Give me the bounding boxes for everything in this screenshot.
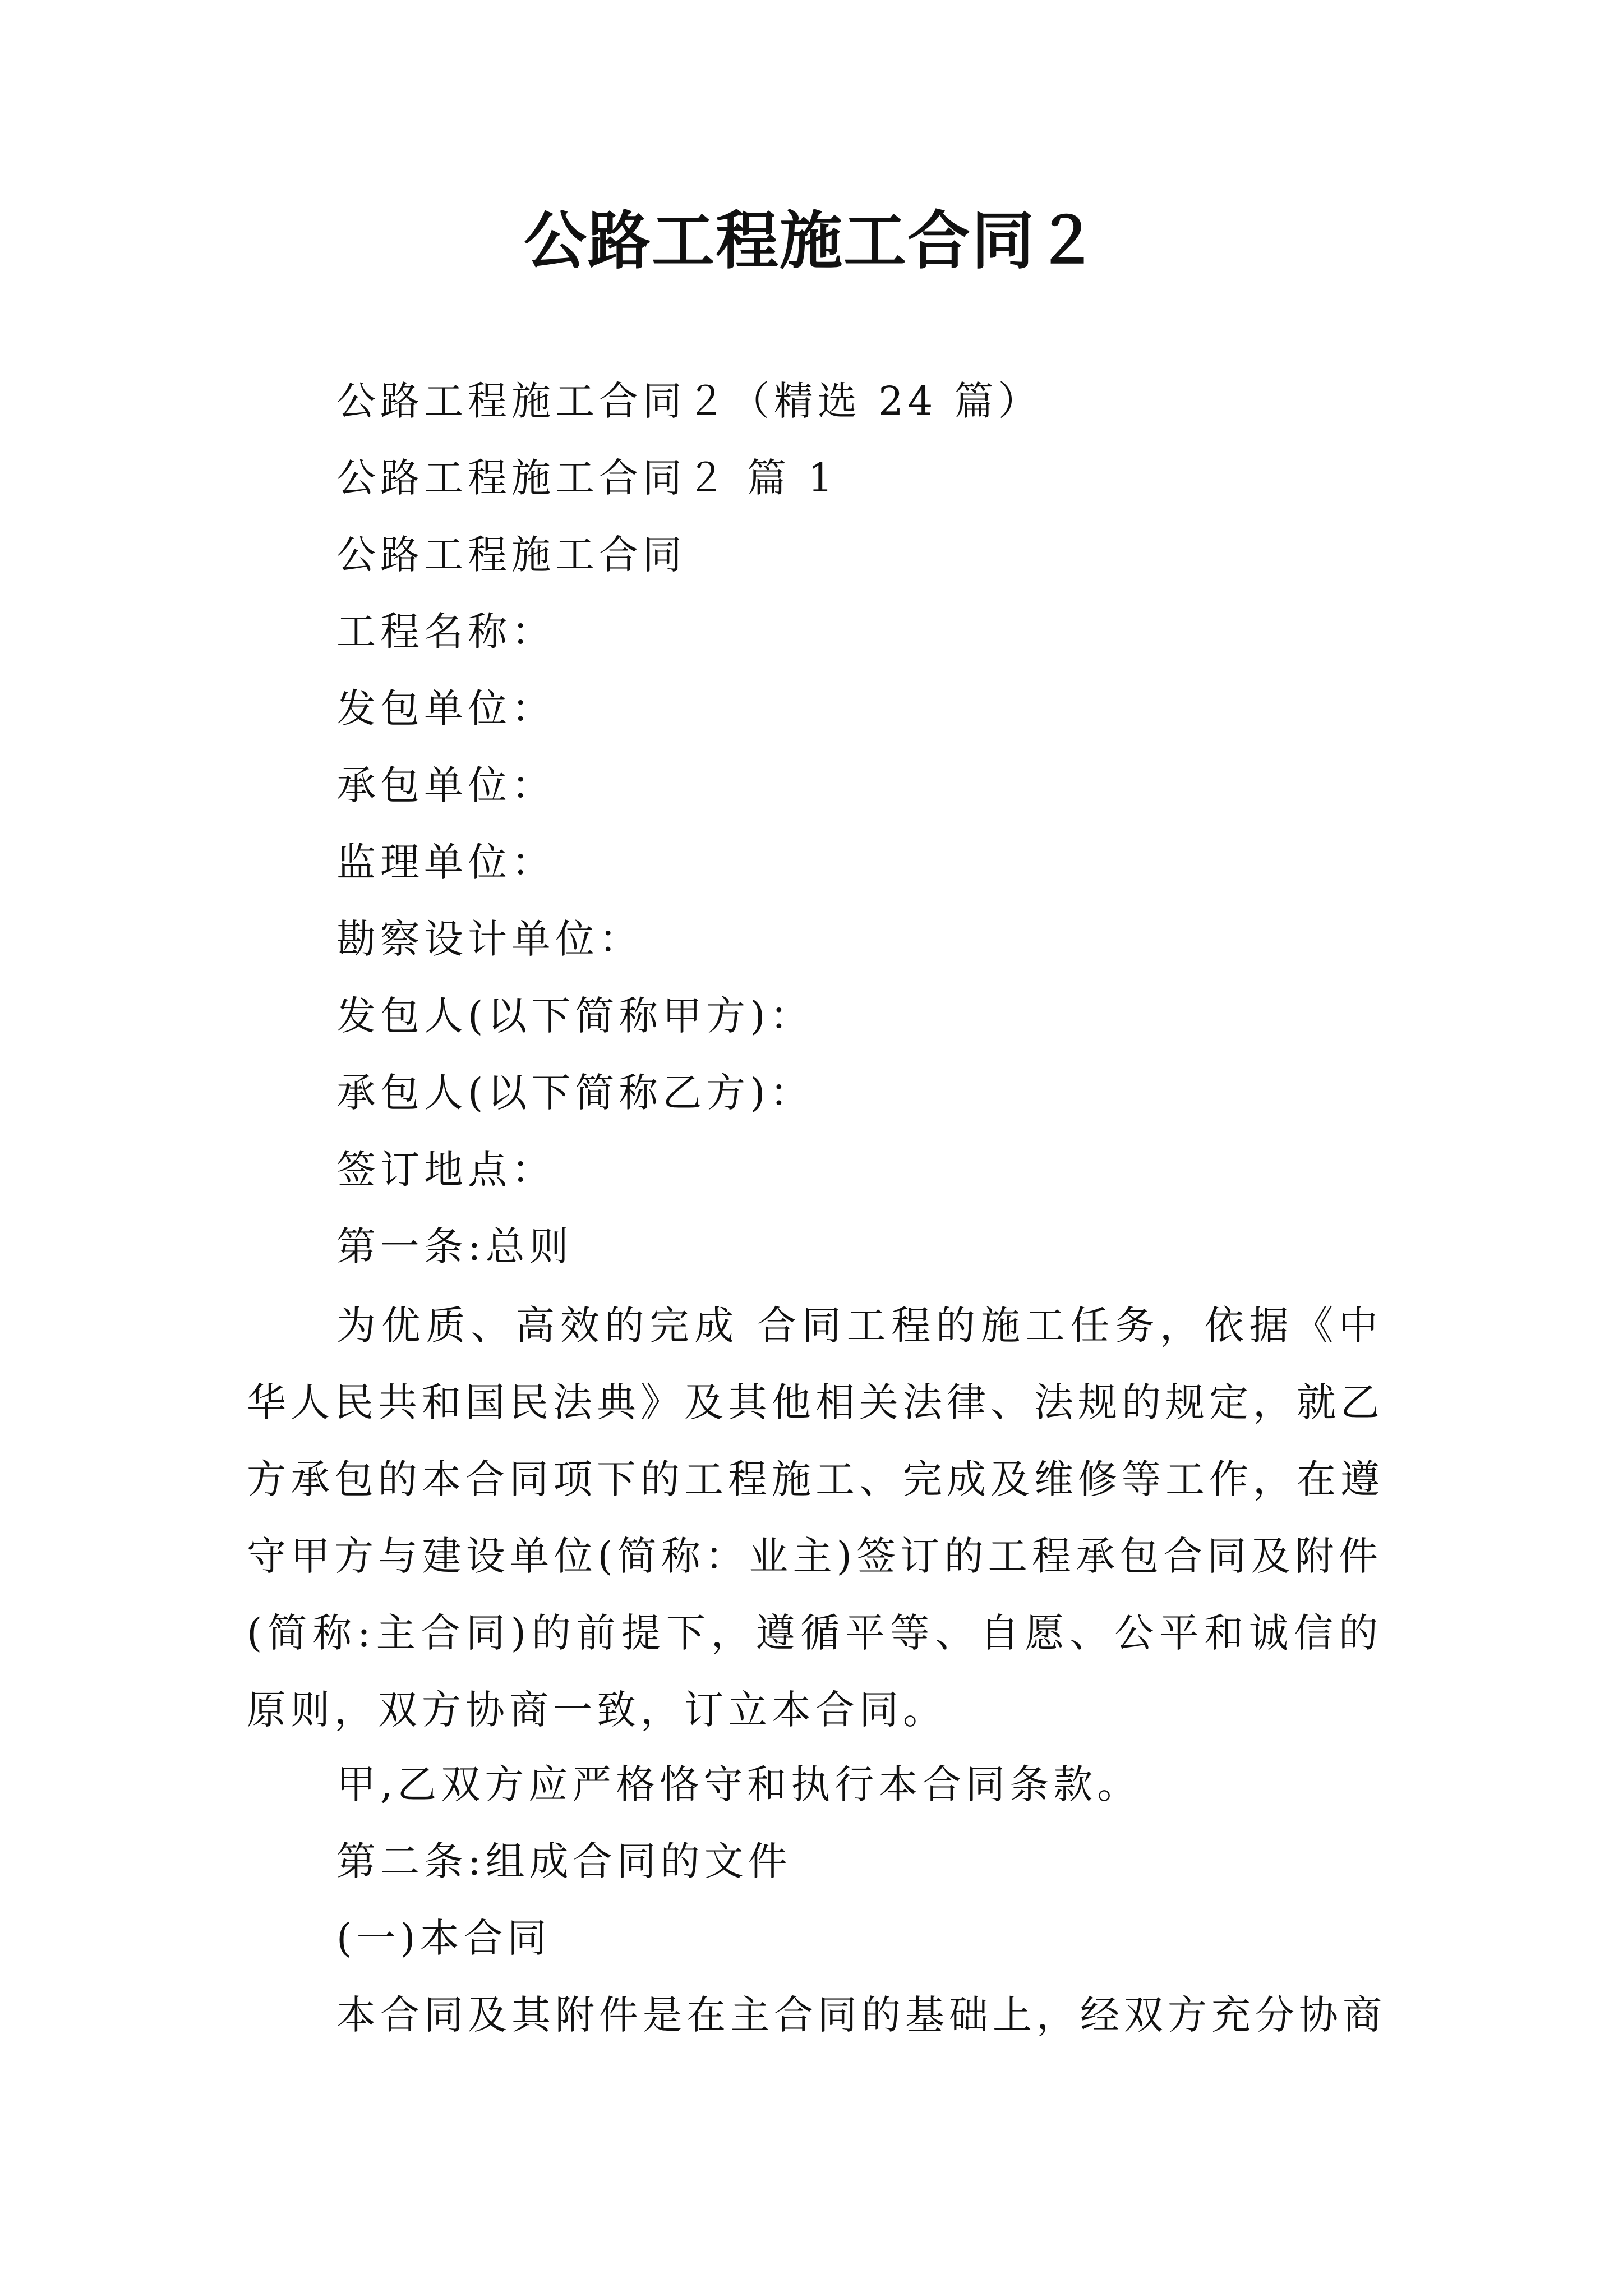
article-1-heading: 第一条:总则 (336, 1223, 573, 1269)
contract-heading: 公路工程施工合同 (336, 532, 686, 578)
field-contractor: 承包单位： (336, 762, 555, 808)
article-1-paragraph (247, 1287, 1382, 1749)
field-party-b: 承包人(以下简称乙方)： (336, 1070, 814, 1116)
paragraph-line: 守甲方与建设单位(简称：业主)签订的工程承包合同及附件 (247, 1533, 1382, 1579)
item-1-text: 本合同及其附件是在主合同的基础上，经双方充分协商 (336, 1992, 1386, 2038)
compliance-line: 甲,乙双方应严格恪守和执行本合同条款。 (336, 1761, 1141, 1807)
field-supervisor: 监理单位： (336, 839, 555, 885)
item-1-heading: (一)本合同 (336, 1915, 551, 1961)
field-project-name: 工程名称： (336, 609, 555, 655)
field-design-unit: 勘察设计单位： (336, 916, 643, 962)
section-heading: 公路工程施工合同２ 篇 1 (336, 455, 838, 501)
document-title: 公路工程施工合同２ (524, 204, 1099, 278)
subtitle-line: 公路工程施工合同２（精选 24 篇） (336, 378, 1042, 424)
paragraph-line: 原则，双方协商一致，订立本合同。 (247, 1687, 947, 1733)
paragraph-line: (简称:主合同)的前提下，遵循平等、自愿、公平和诚信的 (247, 1610, 1382, 1656)
field-party-a: 发包人(以下简称甲方)： (336, 993, 814, 1039)
paragraph-line: 方承包的本合同项下的工程施工、完成及维修等工作，在遵 (247, 1456, 1384, 1502)
paragraph-line: 华人民共和国民法典》及其他相关法律、法规的规定，就乙 (247, 1379, 1384, 1425)
field-employer: 发包单位： (336, 685, 555, 731)
paragraph-line: 为优质、高效的完成 合同工程的施工任务，依据《中 (336, 1303, 1382, 1349)
field-signing-place: 签订地点： (336, 1147, 555, 1193)
article-2-heading: 第二条:组成合同的文件 (336, 1838, 792, 1884)
